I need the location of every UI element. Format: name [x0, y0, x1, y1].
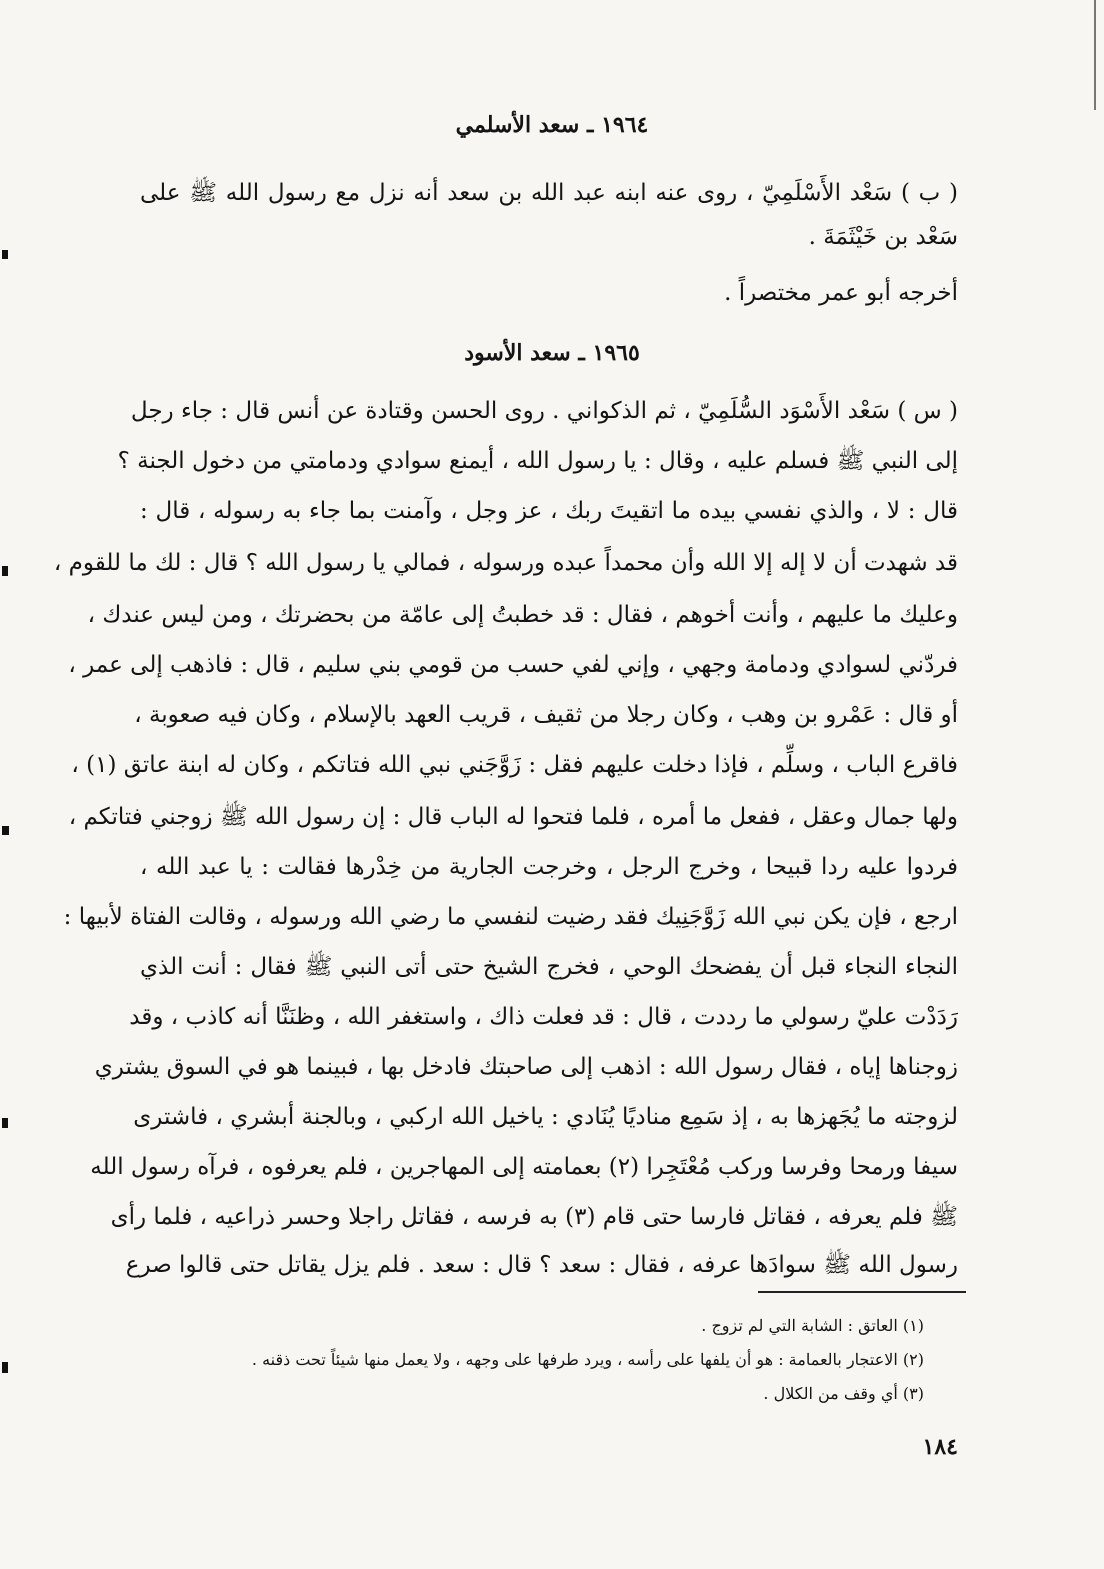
footnote-1: (١) العاتق : الشابة التي لم تزوج .	[701, 1316, 924, 1335]
entry2-line-9: ولها جمال وعقل ، ففعل ما أمره ، فلما فتحوا له الباب قال : إن رسول الله ﷺ زوجني فتاتكم ،	[68, 804, 958, 830]
entry2-line-13: رَدَدْت عليّ رسولي ما رددت ، قال : قد فعلت ذاك ، واستغفر الله ، وظنَنَّا أنه كاذب ، وقد	[129, 1004, 958, 1030]
scan-mark	[2, 566, 8, 576]
entry2-line-18: رسول الله ﷺ سوادَها عرفه ، فقال : سعد ؟ قال : سعد . فلم يزل يقاتل حتى قالوا صرع	[125, 1252, 958, 1278]
entry2-line-4: قد شهدت أن لا إله إلا الله وأن محمداً عبده ورسوله ، فمالي يا رسول الله ؟ قال : لك ما للقوم ،	[53, 550, 958, 576]
entry1-line-3: أخرجه أبو عمر مختصراً .	[724, 280, 958, 306]
footnote-separator	[758, 1291, 966, 1293]
footnote-2: (٢) الاعتجار بالعمامة : هو أن يلفها على رأسه ، ويرد طرفها على وجهه ، ولا يعمل منها شيئاً تحت ذقنه .	[251, 1350, 924, 1369]
entry2-line-7: أو قال : عَمْرو بن وهب ، وكان رجلا من ثقيف ، قريب العهد بالإسلام ، وكان فيه صعوبة ،	[134, 702, 958, 728]
entry2-line-16: سيفا ورمحا وفرسا وركب مُعْتَجِرا (٢) بعمامته إلى المهاجرين ، فلم يعرفوه ، فرآه رسول الله	[90, 1154, 958, 1180]
entry2-line-2: إلى النبي ﷺ فسلم عليه ، وقال : يا رسول الله ، أيمنع سوادي ودمامتي من دخول الجنة ؟	[117, 448, 958, 474]
entry2-line-1: ( س ) سَعْد الأَسْوَد السُّلَمِيّ ، ثم الذكواني . روى الحسن وقتادة عن أنس قال : جاء رجل	[130, 398, 958, 424]
footnote-3: (٣) أي وقف من الكلال .	[763, 1384, 924, 1403]
entry2-line-11: ارجع ، فإن يكن نبي الله زَوَّجَنِيك فقد رضيت لنفسي ما رضي الله ورسوله ، وقالت الفتاة لأبيها :	[63, 904, 958, 930]
entry1-line-1: ( ب ) سَعْد الأَسْلَمِيّ ، روى عنه ابنه عبد الله بن سعد أنه نزل مع رسول الله ﷺ على	[140, 180, 958, 206]
entry2-line-5: وعليك ما عليهم ، وأنت أخوهم ، فقال : قد خطبتُ إلى عامّة من بحضرتك ، ومن ليس عندك ،	[87, 602, 958, 628]
entry1-line-2: سَعْد بن خَيْثَمَةَ .	[808, 224, 958, 250]
page-edge-shadow	[1094, 0, 1096, 110]
entry2-line-6: فردّني لسوادي ودمامة وجهي ، وإني لفي حسب من قومي بني سليم ، قال : فاذهب إلى عمر ،	[68, 652, 958, 678]
entry-heading-1964: ١٩٦٤ ـ سعد الأسلمي	[455, 112, 649, 138]
entry2-line-14: زوجناها إياه ، فقال رسول الله : اذهب إلى صاحبتك فادخل بها ، فبينما هو في السوق يشتري	[94, 1054, 958, 1080]
page-number: ١٨٤	[922, 1434, 958, 1460]
entry2-line-17: ﷺ فلم يعرفه ، فقاتل فارسا حتى قام (٣) به فرسه ، فقاتل راجلا وحسر ذراعيه ، فلما رأى	[110, 1204, 958, 1230]
entry2-line-8: فاقرع الباب ، وسلِّم ، فإذا دخلت عليهم فقل : زَوَّجَني نبي الله فتاتكم ، وكان له ابنة عاتق (١) ،	[71, 752, 958, 778]
scan-mark	[2, 1362, 8, 1373]
entry-heading-1965: ١٩٦٥ ـ سعد الأسود	[464, 340, 640, 366]
entry2-line-12: النجاء النجاء قبل أن يفضحك الوحي ، فخرج الشيخ حتى أتى النبي ﷺ فقال : أنت الذي	[140, 954, 958, 980]
entry2-line-3: قال : لا ، والذي نفسي بيده ما اتقيتَ ربك ، عز وجل ، وآمنت بما جاء به رسوله ، قال :	[140, 498, 958, 524]
scan-mark	[2, 826, 9, 835]
entry2-line-10: فردوا عليه ردا قبيحا ، وخرج الرجل ، وخرجت الجارية من خِدْرها فقالت : يا عبد الله ،	[140, 854, 958, 880]
scan-mark	[2, 1118, 8, 1128]
scan-mark	[2, 250, 8, 259]
entry2-line-15: لزوجته ما يُجَهزها به ، إذ سَمِع مناديًا يُنَادي : ياخيل الله اركبي ، وبالجنة أبشري ، فاشترى	[133, 1104, 958, 1130]
